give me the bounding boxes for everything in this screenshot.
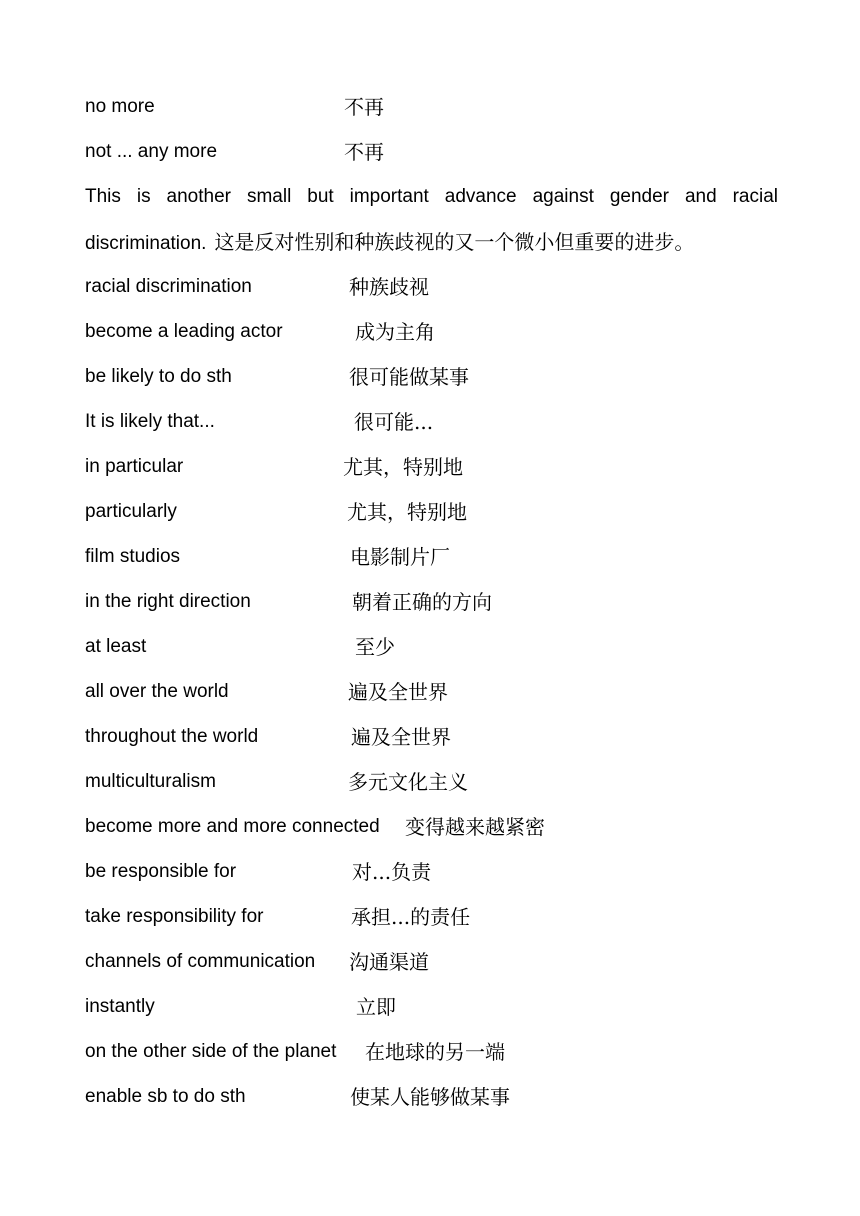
chinese-translation: 对...负责 [352, 860, 432, 884]
english-phrase: become a leading actor [85, 321, 283, 342]
vocab-row [85, 585, 778, 630]
vocab-row [85, 765, 778, 810]
sentence-word: gender [609, 186, 669, 207]
vocab-row [85, 1035, 778, 1080]
english-phrase: racial discrimination [85, 276, 252, 297]
chinese-translation: 种族歧视 [349, 275, 429, 299]
chinese-translation: 很可能做某事 [349, 365, 469, 389]
vocab-row [85, 855, 778, 900]
vocab-row [85, 540, 778, 585]
sentence-word: important [349, 186, 429, 207]
chinese-translation: 遍及全世界 [348, 680, 448, 704]
vocab-row [85, 990, 778, 1035]
chinese-translation: 遍及全世界 [351, 725, 451, 749]
vocab-row [85, 630, 778, 675]
sentence-word: another [166, 186, 231, 207]
english-phrase: enable sb to do sth [85, 1086, 246, 1107]
english-phrase: channels of communication [85, 951, 316, 972]
sentence-word: small [246, 186, 292, 207]
english-phrase: in the right direction [85, 591, 251, 612]
vocab-row [85, 675, 778, 720]
vocab-row [85, 405, 778, 450]
sentence-word: advance [444, 186, 517, 207]
sentence-english-end: discrimination. [85, 233, 207, 254]
chinese-translation: 成为主角 [355, 320, 435, 344]
vocab-row [85, 270, 778, 315]
vocab-row [85, 315, 778, 360]
vocabulary-page [85, 90, 778, 1125]
english-phrase: take responsibility for [85, 906, 264, 927]
english-phrase: in particular [85, 456, 184, 477]
vocab-row [85, 900, 778, 945]
chinese-translation: 至少 [355, 635, 395, 659]
english-phrase: It is likely that... [85, 411, 215, 432]
chinese-translation: 朝着正确的方向 [352, 590, 492, 614]
chinese-translation: 多元文化主义 [348, 770, 468, 794]
sentence-word: but [307, 186, 334, 207]
english-phrase: on the other side of the planet [85, 1041, 337, 1062]
chinese-translation: 在地球的另一端 [365, 1040, 505, 1064]
english-phrase: at least [85, 636, 147, 657]
english-phrase: throughout the world [85, 726, 259, 747]
chinese-translation: 承担...的责任 [351, 905, 471, 929]
chinese-translation: 立即 [356, 995, 396, 1019]
english-phrase: particularly [85, 501, 177, 522]
english-phrase: be responsible for [85, 861, 237, 882]
vocab-row [85, 90, 778, 135]
chinese-translation: 很可能... [354, 410, 434, 434]
english-phrase: no more [85, 96, 155, 117]
example-sentence-line1 [85, 180, 778, 225]
vocab-row [85, 135, 778, 180]
vocab-row [85, 720, 778, 765]
chinese-translation: 使某人能够做某事 [350, 1085, 510, 1109]
sentence-word: and [684, 186, 717, 207]
chinese-translation: 尤其，特别地 [347, 500, 467, 524]
vocab-row [85, 810, 778, 855]
chinese-translation: 尤其，特别地 [343, 455, 463, 479]
chinese-translation: 沟通渠道 [349, 950, 429, 974]
sentence-word: racial [732, 186, 778, 207]
vocab-row [85, 495, 778, 540]
chinese-translation: 不再 [344, 140, 384, 164]
example-sentence-line2 [85, 225, 778, 270]
sentence-word: is [136, 186, 151, 207]
sentence-word: This [85, 186, 121, 207]
chinese-translation: 不再 [344, 95, 384, 119]
english-phrase: all over the world [85, 681, 229, 702]
sentence-word: against [532, 186, 594, 207]
english-phrase: instantly [85, 996, 155, 1017]
english-phrase: film studios [85, 546, 181, 567]
vocab-row [85, 450, 778, 495]
english-phrase: become more and more connected [85, 816, 380, 837]
sentence-chinese-translation: 这是反对性别和种族歧视的又一个微小但重要的进步。 [214, 230, 695, 254]
chinese-translation: 电影制片厂 [350, 545, 450, 569]
chinese-translation: 变得越来越紧密 [405, 815, 545, 839]
vocab-row [85, 1080, 778, 1125]
english-phrase: not ... any more [85, 141, 218, 162]
english-phrase: be likely to do sth [85, 366, 232, 387]
vocab-row [85, 360, 778, 405]
vocab-row [85, 945, 778, 990]
english-phrase: multiculturalism [85, 771, 216, 792]
